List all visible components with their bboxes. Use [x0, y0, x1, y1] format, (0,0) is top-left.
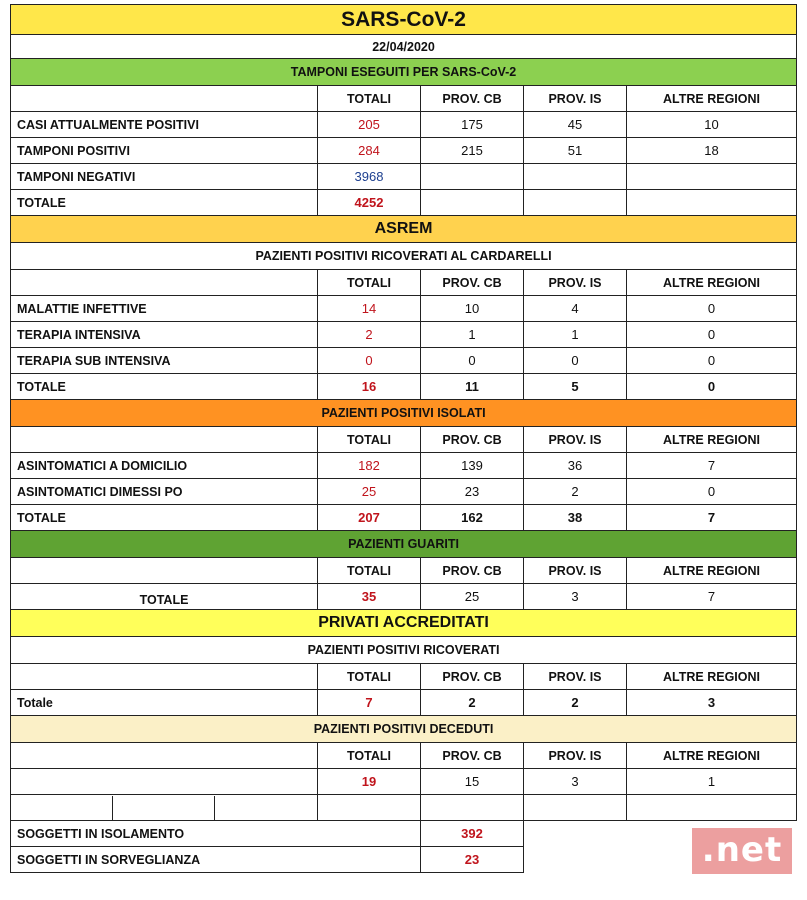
col-prov-cb: PROV. CB [421, 743, 524, 769]
asrem-header-row [11, 216, 797, 243]
covid-report-table [10, 4, 797, 873]
empty-cell [627, 795, 797, 821]
cell-prov-cb: 215 [421, 138, 524, 164]
col-prov-is: PROV. IS [524, 270, 627, 296]
col-totali: TOTALI [318, 86, 421, 112]
col-prov-cb: PROV. CB [421, 86, 524, 112]
cell-prov-cb: 25 [421, 584, 524, 610]
cell-totali: 16 [318, 374, 421, 400]
cell-prov-cb: 175 [421, 112, 524, 138]
split-cell [11, 795, 318, 821]
split-sub-cell [11, 796, 113, 820]
table-row [11, 453, 797, 479]
row-label: TAMPONI POSITIVI [11, 138, 318, 164]
asrem-sub-row [11, 243, 797, 270]
cell-totali: 205 [318, 112, 421, 138]
cell-altre: 0 [627, 348, 797, 374]
empty-cell [11, 427, 318, 453]
cell-totali: 35 [318, 584, 421, 610]
cell-altre: 7 [627, 505, 797, 531]
row-label: Totale [11, 690, 318, 716]
column-header-row [11, 743, 797, 769]
soggetti-row [11, 847, 797, 873]
isolati-header-row [11, 400, 797, 427]
asrem-header: ASREM [11, 216, 797, 243]
cell-prov-is [524, 164, 627, 190]
watermark-logo: .net [692, 828, 792, 874]
cell-altre: 0 [627, 296, 797, 322]
split-sub-cell [215, 796, 317, 820]
col-prov-cb: PROV. CB [421, 558, 524, 584]
col-prov-cb: PROV. CB [421, 427, 524, 453]
empty-cell [11, 664, 318, 690]
row-label: TERAPIA INTENSIVA [11, 322, 318, 348]
empty-cell [11, 86, 318, 112]
table-row [11, 190, 797, 216]
cell-altre: 18 [627, 138, 797, 164]
cell-prov-cb: 23 [421, 479, 524, 505]
col-altre: ALTRE REGIONI [627, 427, 797, 453]
column-header-row [11, 427, 797, 453]
cell-totali: 182 [318, 453, 421, 479]
cell-prov-cb: 1 [421, 322, 524, 348]
cell-totali: 7 [318, 690, 421, 716]
blank-row [11, 795, 797, 821]
cell-altre [627, 190, 797, 216]
cell-altre [627, 164, 797, 190]
row-label: TOTALE [11, 505, 318, 531]
asrem-subheader: PAZIENTI POSITIVI RICOVERATI AL CARDARELLI [11, 243, 797, 270]
table-row [11, 374, 797, 400]
report-date: 22/04/2020 [11, 35, 797, 59]
cell-prov-is: 38 [524, 505, 627, 531]
col-altre: ALTRE REGIONI [627, 558, 797, 584]
soggetti-value: 392 [421, 821, 524, 847]
cell-prov-cb [421, 164, 524, 190]
column-header-row [11, 86, 797, 112]
cell-totali: 25 [318, 479, 421, 505]
cell-prov-cb: 162 [421, 505, 524, 531]
cell-prov-cb: 10 [421, 296, 524, 322]
row-label: ASINTOMATICI DIMESSI PO [11, 479, 318, 505]
table-row [11, 112, 797, 138]
column-header-row [11, 558, 797, 584]
cell-prov-is [524, 190, 627, 216]
col-prov-is: PROV. IS [524, 664, 627, 690]
cell-prov-cb: 139 [421, 453, 524, 479]
tamponi-header: TAMPONI ESEGUITI PER SARS-CoV-2 [11, 59, 797, 86]
cell-altre: 10 [627, 112, 797, 138]
row-label: TERAPIA SUB INTENSIVA [11, 348, 318, 374]
soggetti-value: 23 [421, 847, 524, 873]
cell-prov-cb [421, 190, 524, 216]
table-row [11, 138, 797, 164]
col-altre: ALTRE REGIONI [627, 270, 797, 296]
cell-totali: 2 [318, 322, 421, 348]
report-sheet [10, 4, 796, 873]
row-label: TOTALE [11, 374, 318, 400]
col-prov-is: PROV. IS [524, 427, 627, 453]
empty-cell [318, 795, 421, 821]
table-row [11, 348, 797, 374]
row-label: TAMPONI NEGATIVI [11, 164, 318, 190]
table-row [11, 690, 797, 716]
cell-totali: 207 [318, 505, 421, 531]
col-totali: TOTALI [318, 427, 421, 453]
table-row [11, 322, 797, 348]
cell-altre: 0 [627, 479, 797, 505]
cell-totali: 4252 [318, 190, 421, 216]
row-label: CASI ATTUALMENTE POSITIVI [11, 112, 318, 138]
cell-prov-is: 45 [524, 112, 627, 138]
privati-header: PRIVATI ACCREDITATI [11, 610, 797, 637]
deceduti-header: PAZIENTI POSITIVI DECEDUTI [11, 716, 797, 743]
col-prov-is: PROV. IS [524, 558, 627, 584]
cell-prov-is: 3 [524, 584, 627, 610]
row-label: TOTALE [11, 190, 318, 216]
col-prov-cb: PROV. CB [421, 270, 524, 296]
cell-prov-is: 1 [524, 322, 627, 348]
cell-prov-is: 5 [524, 374, 627, 400]
col-prov-cb: PROV. CB [421, 664, 524, 690]
col-altre: ALTRE REGIONI [627, 86, 797, 112]
table-row [11, 479, 797, 505]
cell-prov-cb: 0 [421, 348, 524, 374]
deceduti-header-row [11, 716, 797, 743]
cell-altre: 3 [627, 690, 797, 716]
isolati-header: PAZIENTI POSITIVI ISOLATI [11, 400, 797, 427]
col-totali: TOTALI [318, 743, 421, 769]
col-totali: TOTALI [318, 558, 421, 584]
cell-prov-is: 36 [524, 453, 627, 479]
privati-sub-row [11, 637, 797, 664]
empty-cell [11, 558, 318, 584]
row-label: MALATTIE INFETTIVE [11, 296, 318, 322]
cell-prov-is: 2 [524, 690, 627, 716]
col-prov-is: PROV. IS [524, 743, 627, 769]
cell-prov-is: 2 [524, 479, 627, 505]
col-altre: ALTRE REGIONI [627, 664, 797, 690]
cell-altre: 7 [627, 584, 797, 610]
privati-subheader: PAZIENTI POSITIVI RICOVERATI [11, 637, 797, 664]
cell-totali: 19 [318, 769, 421, 795]
cell-altre: 1 [627, 769, 797, 795]
column-header-row [11, 664, 797, 690]
guariti-header: PAZIENTI GUARITI [11, 531, 797, 558]
report-title: SARS-CoV-2 [11, 5, 797, 35]
split-sub-cell [113, 796, 215, 820]
column-header-row [11, 270, 797, 296]
col-totali: TOTALI [318, 664, 421, 690]
soggetti-row [11, 821, 797, 847]
empty-cell [11, 270, 318, 296]
cell-totali: 3968 [318, 164, 421, 190]
table-row [11, 769, 797, 795]
cell-prov-cb: 11 [421, 374, 524, 400]
col-prov-is: PROV. IS [524, 86, 627, 112]
cell-prov-is: 0 [524, 348, 627, 374]
col-totali: TOTALI [318, 270, 421, 296]
date-row [11, 35, 797, 59]
tamponi-header-row [11, 59, 797, 86]
empty-cell [524, 795, 627, 821]
cell-totali: 14 [318, 296, 421, 322]
cell-prov-is: 4 [524, 296, 627, 322]
cell-prov-is: 51 [524, 138, 627, 164]
cell-totali: 0 [318, 348, 421, 374]
col-altre: ALTRE REGIONI [627, 743, 797, 769]
table-row [11, 164, 797, 190]
table-row [11, 505, 797, 531]
title-row [11, 5, 797, 35]
table-row [11, 296, 797, 322]
row-label [11, 769, 318, 795]
cell-prov-cb: 15 [421, 769, 524, 795]
empty-cell [11, 743, 318, 769]
soggetti-label: SOGGETTI IN SORVEGLIANZA [11, 847, 421, 873]
cell-totali: 284 [318, 138, 421, 164]
row-label: TOTALE [11, 584, 318, 610]
empty-cell [421, 795, 524, 821]
cell-altre: 0 [627, 374, 797, 400]
cell-prov-is: 3 [524, 769, 627, 795]
row-label: ASINTOMATICI A DOMICILIO [11, 453, 318, 479]
cell-altre: 7 [627, 453, 797, 479]
table-row [11, 584, 797, 610]
soggetti-label: SOGGETTI IN ISOLAMENTO [11, 821, 421, 847]
cell-prov-cb: 2 [421, 690, 524, 716]
cell-altre: 0 [627, 322, 797, 348]
guariti-header-row [11, 531, 797, 558]
privati-header-row [11, 610, 797, 637]
